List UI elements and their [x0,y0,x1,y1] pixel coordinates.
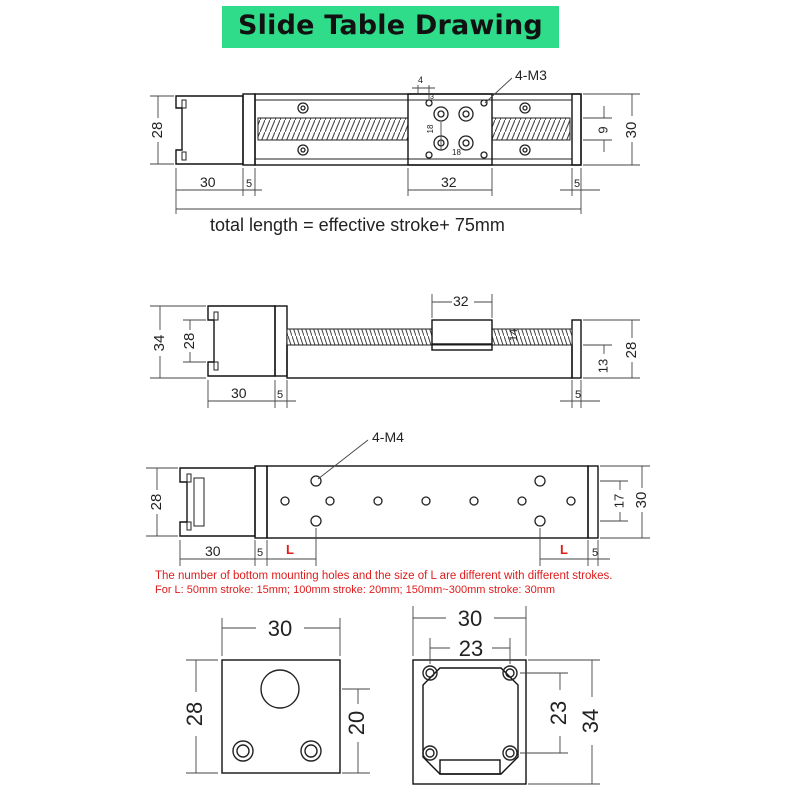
bottom-view [146,429,650,566]
top-dim-32: 32 [441,174,457,190]
top-dim-30: 30 [622,121,640,139]
bottom-dim-motor: 30 [205,543,221,559]
top-dim-3: 3 [430,94,434,101]
motor-bottom [180,468,255,536]
bottom-end-block [588,466,598,538]
side-dim-32: 32 [453,293,469,309]
bottom-dim-28: 28 [147,493,165,511]
side-dim-5-right: 5 [575,389,582,401]
bottom-dim-30: 30 [632,491,650,509]
motor-view-dimension-lines [413,606,600,784]
side-screw-left [287,329,432,345]
side-dim-28-left: 28 [180,332,198,350]
end-dim-28: 28 [181,701,207,727]
end-view [182,616,370,773]
motor-top [176,96,243,164]
bottom-dim-L-left: L [286,542,294,557]
side-rail [287,344,572,378]
top-view [149,67,640,235]
top-holes-label: 4-M3 [515,67,547,83]
motor-view-flange [423,668,518,774]
side-screw-right [492,329,572,345]
motor-view-holes [423,666,517,760]
lead-screw-right [492,118,570,140]
top-dim-5-right: 5 [574,178,581,190]
end-view-dimension-lines [186,618,370,773]
top-dim-18-h: 18 [452,148,461,157]
page-title: Slide Table Drawing [238,10,543,41]
end-dim-30: 30 [267,616,293,641]
bottom-dim-5-right: 5 [592,547,599,559]
top-dim-motor: 30 [200,174,216,190]
top-dim-5-left: 5 [246,178,253,190]
motor-view [413,606,603,784]
lead-screw-left [258,118,408,140]
top-dim-9: 9 [595,126,611,134]
end-view-holes [233,670,321,761]
motor-dim-23: 23 [458,636,484,661]
motor-end-plate [243,94,255,165]
bottom-dim-5-left: 5 [257,547,264,559]
top-dim-18-v: 18 [426,124,436,134]
bottom-motor-plate [255,466,267,538]
side-dim-motor: 30 [231,385,247,401]
bottom-dim-17: 17 [611,493,627,509]
side-dim-14: 14 [507,328,520,342]
bottom-dim-L-right: L [560,542,568,557]
motor-view-connector [440,760,500,774]
side-dimension-lines [150,294,640,408]
note-line-1: The number of bottom mounting holes and the size of L are different with different strokes. [155,570,613,582]
side-motor-plate [275,306,287,376]
motor-dim-23-v: 23 [545,700,571,726]
top-dimension-lines [150,78,640,214]
side-dim-5-left: 5 [277,389,284,401]
side-view [150,293,640,408]
motor-dim-34: 34 [577,708,603,734]
side-dim-34: 34 [150,334,168,352]
side-end-block [572,320,581,378]
bottom-holes-label: 4-M4 [372,429,404,445]
side-dim-13: 13 [595,358,611,374]
end-dim-20: 20 [343,710,369,736]
side-dim-28-right: 28 [622,341,640,359]
bottom-rail [267,466,588,538]
carriage-top [408,94,492,165]
top-dim-4: 4 [418,75,424,85]
top-dim-28: 28 [148,121,166,139]
end-block [572,94,581,165]
motor-side [208,306,275,376]
motor-dim-30: 30 [457,606,483,631]
bottom-mounting-holes [281,476,575,526]
note-line-2: For L: 50mm stroke: 15mm; 100mm stroke: 20mm; 150mm~300mm stroke: 30mm [155,584,556,596]
total-length-note: total length = effective stroke+ 75mm [210,215,505,235]
